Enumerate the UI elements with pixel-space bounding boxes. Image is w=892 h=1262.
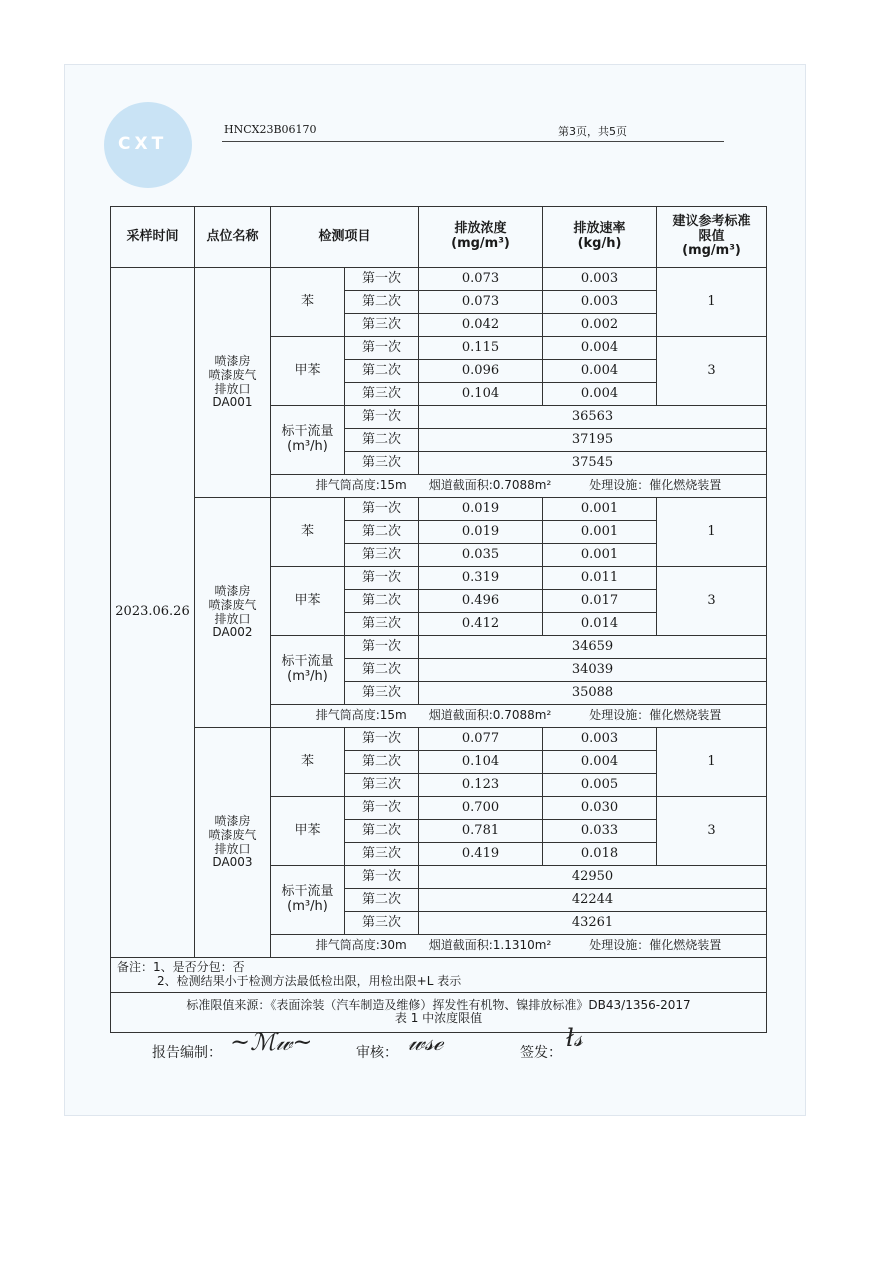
measurement-time: 第二次	[345, 521, 419, 544]
benzene-rate: 0.001	[543, 521, 657, 544]
toluene-label: 甲苯	[271, 797, 345, 866]
benzene-rate: 0.003	[543, 728, 657, 751]
benzene-conc: 0.035	[419, 544, 543, 567]
measurement-time: 第一次	[345, 636, 419, 659]
table-header-row	[111, 207, 767, 268]
toluene-rate: 0.017	[543, 590, 657, 613]
cross-section: 烟道截面积:0.7088m²	[428, 478, 552, 493]
col-header-location: 点位名称	[195, 207, 271, 268]
measurement-time: 第一次	[345, 406, 419, 429]
benzene-label: 苯	[271, 728, 345, 797]
benzene-label: 苯	[271, 268, 345, 337]
benzene-rate: 0.002	[543, 314, 657, 337]
toluene-rate: 0.004	[543, 383, 657, 406]
treatment-facility: 处理设施：催化燃烧装置	[589, 708, 722, 723]
measurement-time: 第二次	[345, 429, 419, 452]
measurement-time: 第三次	[345, 314, 419, 337]
toluene-limit: 3	[657, 337, 767, 406]
flow-value: 34659	[419, 636, 767, 659]
flow-label: 标干流量 (m³/h)	[271, 636, 345, 705]
approver-signature: ł𝓈	[566, 1024, 583, 1052]
toluene-rate: 0.030	[543, 797, 657, 820]
standard-row	[111, 992, 767, 1033]
reviewer-signature: 𝓌𝓈ℯ	[408, 1028, 443, 1056]
toluene-rate: 0.033	[543, 820, 657, 843]
benzene-conc: 0.019	[419, 498, 543, 521]
standard-source: 标准限值来源：《表面涂装（汽车制造及维修）挥发性有机物、镍排放标准》DB43/1356-2017 表 1 中浓度限值	[111, 992, 767, 1033]
toluene-limit: 3	[657, 567, 767, 636]
flow-value: 37545	[419, 452, 767, 475]
table-row	[111, 498, 767, 521]
table-body	[111, 268, 767, 1033]
toluene-conc: 0.419	[419, 843, 543, 866]
outlet-info	[271, 935, 767, 958]
flow-value: 42950	[419, 866, 767, 889]
logo-text: CXT	[118, 134, 168, 154]
flow-label: 标干流量 (m³/h)	[271, 406, 345, 475]
toluene-conc: 0.412	[419, 613, 543, 636]
benzene-rate: 0.001	[543, 544, 657, 567]
benzene-rate: 0.005	[543, 774, 657, 797]
table-row	[111, 268, 767, 291]
flow-value: 37195	[419, 429, 767, 452]
results-table	[110, 206, 767, 1033]
flow-value: 36563	[419, 406, 767, 429]
cross-section: 烟道截面积:0.7088m²	[428, 708, 552, 723]
col-header-limit: 建议参考标准限值 (mg/m³)	[657, 207, 767, 268]
benzene-conc: 0.042	[419, 314, 543, 337]
treatment-facility: 处理设施：催化燃烧装置	[589, 938, 722, 953]
notes-row	[111, 958, 767, 993]
measurement-time: 第二次	[345, 820, 419, 843]
toluene-conc: 0.496	[419, 590, 543, 613]
measurement-time: 第三次	[345, 774, 419, 797]
measurement-time: 第三次	[345, 843, 419, 866]
measurement-time: 第三次	[345, 544, 419, 567]
measurement-time: 第一次	[345, 797, 419, 820]
treatment-facility: 处理设施：催化燃烧装置	[589, 478, 722, 493]
measurement-time: 第二次	[345, 659, 419, 682]
location-name: 喷漆房 喷漆废气 排放口 DA003	[195, 728, 271, 958]
benzene-conc: 0.019	[419, 521, 543, 544]
measurement-time: 第三次	[345, 912, 419, 935]
measurement-time: 第二次	[345, 360, 419, 383]
benzene-label: 苯	[271, 498, 345, 567]
toluene-label: 甲苯	[271, 567, 345, 636]
measurement-time: 第一次	[345, 567, 419, 590]
benzene-limit: 1	[657, 498, 767, 567]
benzene-conc: 0.104	[419, 751, 543, 774]
toluene-limit: 3	[657, 797, 767, 866]
flow-label: 标干流量 (m³/h)	[271, 866, 345, 935]
outlet-info	[271, 705, 767, 728]
location-name: 喷漆房 喷漆废气 排放口 DA001	[195, 268, 271, 498]
col-header-conc: 排放浓度 (mg/m³)	[419, 207, 543, 268]
report-id: HNCX23B06170	[224, 123, 317, 136]
measurement-time: 第三次	[345, 682, 419, 705]
toluene-rate: 0.014	[543, 613, 657, 636]
toluene-conc: 0.781	[419, 820, 543, 843]
toluene-rate: 0.004	[543, 360, 657, 383]
benzene-limit: 1	[657, 268, 767, 337]
benzene-rate: 0.001	[543, 498, 657, 521]
measurement-time: 第一次	[345, 728, 419, 751]
table-row	[111, 728, 767, 751]
compiler-signature: ~ℳ𝓌~	[230, 1028, 313, 1056]
benzene-conc: 0.077	[419, 728, 543, 751]
flow-value: 42244	[419, 889, 767, 912]
measurement-time: 第二次	[345, 590, 419, 613]
measurement-time: 第三次	[345, 452, 419, 475]
toluene-conc: 0.700	[419, 797, 543, 820]
cross-section: 烟道截面积:1.1310m²	[428, 938, 552, 953]
measurement-time: 第二次	[345, 751, 419, 774]
toluene-rate: 0.011	[543, 567, 657, 590]
toluene-conc: 0.319	[419, 567, 543, 590]
flow-value: 34039	[419, 659, 767, 682]
measurement-time: 第三次	[345, 383, 419, 406]
col-header-time: 采样时间	[111, 207, 195, 268]
stack-height: 排气筒高度:30m	[315, 938, 407, 953]
toluene-rate: 0.004	[543, 337, 657, 360]
benzene-conc: 0.073	[419, 268, 543, 291]
benzene-limit: 1	[657, 728, 767, 797]
header-divider	[222, 141, 724, 142]
benzene-rate: 0.003	[543, 291, 657, 314]
measurement-time: 第一次	[345, 268, 419, 291]
measurement-time: 第一次	[345, 498, 419, 521]
measurement-time: 第三次	[345, 613, 419, 636]
review-label: 审核：	[356, 1045, 398, 1061]
outlet-info	[271, 475, 767, 498]
benzene-conc: 0.123	[419, 774, 543, 797]
stack-height: 排气筒高度:15m	[315, 478, 407, 493]
toluene-label: 甲苯	[271, 337, 345, 406]
measurement-time: 第一次	[345, 866, 419, 889]
compiled-label: 报告编制：	[152, 1045, 222, 1061]
benzene-rate: 0.003	[543, 268, 657, 291]
measurement-time: 第二次	[345, 889, 419, 912]
col-header-item: 检测项目	[271, 207, 419, 268]
benzene-rate: 0.004	[543, 751, 657, 774]
toluene-conc: 0.096	[419, 360, 543, 383]
sample-date: 2023.06.26	[111, 268, 195, 958]
flow-value: 35088	[419, 682, 767, 705]
col-header-rate: 排放速率 (kg/h)	[543, 207, 657, 268]
page-info: 第3页，共5页	[558, 125, 627, 138]
benzene-conc: 0.073	[419, 291, 543, 314]
toluene-rate: 0.018	[543, 843, 657, 866]
stack-height: 排气筒高度:15m	[315, 708, 407, 723]
toluene-conc: 0.104	[419, 383, 543, 406]
flow-value: 43261	[419, 912, 767, 935]
measurement-time: 第一次	[345, 337, 419, 360]
notes: 备注：1、是否分包：否 2、检测结果小于检测方法最低检出限，用检出限+L 表示	[111, 958, 767, 993]
measurement-time: 第二次	[345, 291, 419, 314]
location-name: 喷漆房 喷漆废气 排放口 DA002	[195, 498, 271, 728]
approve-label: 签发：	[520, 1045, 562, 1061]
toluene-conc: 0.115	[419, 337, 543, 360]
